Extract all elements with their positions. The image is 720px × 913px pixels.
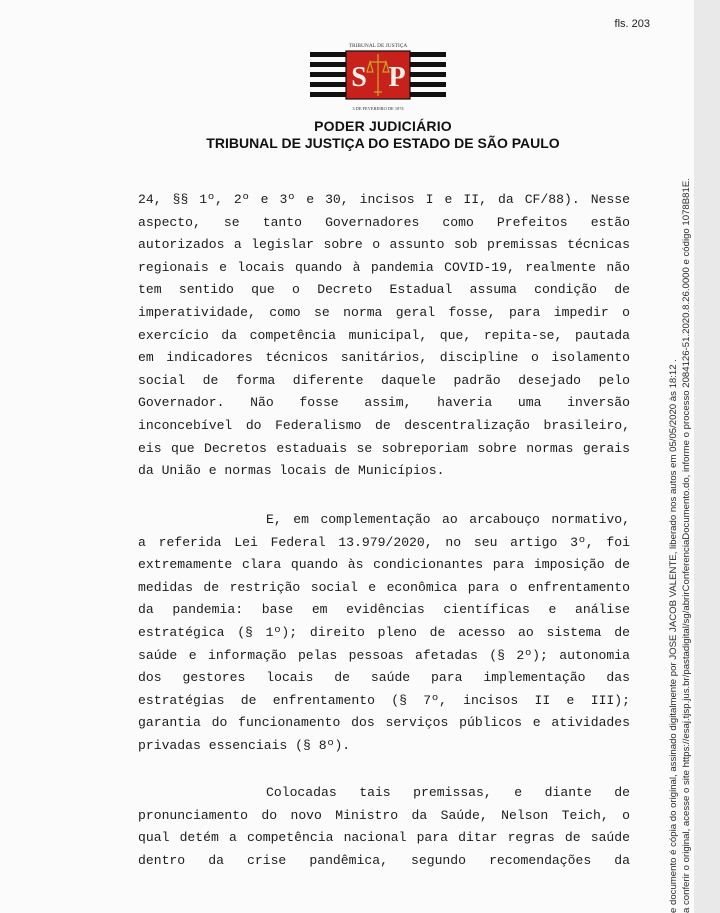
text-line: tem sentido que o Decreto Estadual assuma condição de <box>138 282 630 298</box>
stamp-line-2: a conferir o original, acesse o site https://esaj.tjsp.jus.br/pastadigital/sg/abrirConferenciaDocumento.do, informe o processo 2084126-51.2020.8.26.0000 e código 1078B81E. <box>680 178 692 913</box>
text-line: estratégias de enfrentamento (§ 7º, incisos II e III); <box>138 692 630 708</box>
text-line: regionais e locais quando à pandemia COVID-19, realmente não <box>138 259 630 275</box>
paragraph-1 <box>138 189 630 483</box>
court-header <box>0 118 694 151</box>
text-line: dos gestores locais de saúde para implementação das <box>138 670 630 686</box>
text-line: imperatividade, como se norma geral fosse, para impedir o <box>138 304 630 320</box>
text-line: estratégica (§ 1º); direito pleno de acesso ao sistema de <box>138 624 630 640</box>
text-line: aspecto, se tanto Governadores como Prefeitos estão <box>138 214 630 230</box>
text-line: 24, §§ 1º, 2º e 3º e 30, incisos I e II, da CF/88). Nesse <box>138 192 630 207</box>
text-line: em indicadores técnicos sanitários, discipline o isolamento <box>138 350 630 366</box>
text-line: inconcebível do Federalismo de descentralização brasileiro, <box>138 417 630 433</box>
page-number: fls. 203 <box>614 18 650 30</box>
paragraph-2 <box>138 509 630 758</box>
seal-letter-p: P <box>388 62 406 93</box>
text-line: a referida Lei Federal 13.979/2020, no seu artigo 3º, foi <box>138 534 630 550</box>
text-line: qual detém a competência nacional para ditar regras de saúde <box>138 830 630 846</box>
text-line: exercício da competência municipal, que, repita-se, pautada <box>138 327 630 343</box>
seal-letter-s: S <box>351 62 367 93</box>
text-line: medidas de restrição social e econômica para o enfrentamento <box>138 579 630 595</box>
digital-signature-stamp <box>668 133 693 913</box>
seal-bottom-text: 3 DE FEVEREIRO DE 1874 <box>352 106 404 111</box>
text-line: pronunciamento do novo Ministro da Saúde, Nelson Teich, o <box>138 807 630 823</box>
text-line: garantia do funcionamento dos serviços públicos e atividades <box>138 715 630 731</box>
text-line: da pandemia: base em evidências científicas e análise <box>138 602 630 618</box>
header-line-2: TRIBUNAL DE JUSTIÇA DO ESTADO DE SÃO PAULO <box>206 135 560 151</box>
text-line: extremamente clara quando às condicionantes para imposição de <box>138 557 630 573</box>
text-line: Colocadas tais premissas, e diante de <box>266 785 630 800</box>
text-line: Governador. Não fosse assim, haveria uma inversão <box>138 395 630 411</box>
paragraph-3 <box>138 782 630 872</box>
text-line: dentro da crise pandêmica, segundo recomendações da <box>138 852 630 868</box>
text-line: eis que Decretos estaduais se sobreporiam sobre normas gerais <box>138 440 630 456</box>
court-seal-logo <box>310 38 446 116</box>
header-line-1: PODER JUDICIÁRIO <box>314 118 452 134</box>
text-line: autorizados a legislar sobre o assunto sob premissas técnicas <box>138 237 630 253</box>
text-line: privadas essenciais (§ 8º). <box>138 737 351 753</box>
text-line: social de forma diferente daquele padrão desejado pelo <box>138 372 630 388</box>
text-line: da União e normas locais de Municípios. <box>138 463 445 479</box>
text-line: E, em complementação ao arcabouço normativo, <box>266 512 630 527</box>
seal-top-text: TRIBUNAL DE JUSTIÇA <box>348 43 408 49</box>
stamp-line-1: e documento é cópia do original, assinado digitalmente por JOSE JACOB VALENTE, liberado nos autos em 05/05/2020 às 18:12 . <box>668 359 679 913</box>
text-line: saúde e informação pelas pessoas afetadas (§ 2º); autonomia <box>138 647 630 663</box>
